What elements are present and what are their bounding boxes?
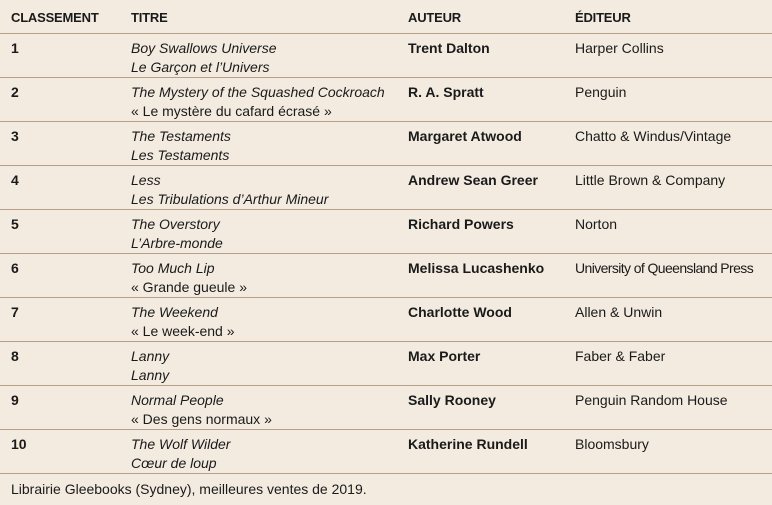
french-title: Cœur de loup — [131, 455, 217, 471]
title-cell — [131, 83, 385, 121]
header-rank: CLASSEMENT — [11, 10, 99, 25]
table-row — [0, 298, 772, 342]
original-title: Normal People — [131, 392, 224, 408]
author-cell: Margaret Atwood — [408, 128, 522, 144]
table-header — [0, 0, 772, 34]
table-body — [0, 34, 772, 474]
author-cell: Sally Rooney — [408, 392, 496, 408]
original-title: The Testaments — [131, 128, 231, 144]
publisher-cell: Penguin — [575, 84, 627, 100]
rank-cell: 7 — [11, 304, 19, 320]
header-title: TITRE — [131, 10, 168, 25]
table-row — [0, 166, 772, 210]
title-cell — [131, 303, 235, 341]
french-title: « Le week-end » — [131, 323, 235, 339]
author-cell: R. A. Spratt — [408, 84, 484, 100]
publisher-cell: Norton — [575, 216, 618, 232]
title-cell — [131, 215, 223, 253]
french-title: Le Garçon et l’Univers — [131, 59, 270, 75]
author-cell: Melissa Lucashenko — [408, 260, 545, 276]
table-row — [0, 254, 772, 298]
rank-cell: 3 — [11, 128, 19, 144]
rank-cell: 5 — [11, 216, 19, 232]
french-title: « Des gens normaux » — [131, 411, 272, 427]
french-title: Les Tribulations d’Arthur Mineur — [131, 191, 329, 207]
header-publisher: ÉDITEUR — [575, 10, 631, 25]
title-cell — [131, 171, 328, 209]
title-cell — [131, 127, 231, 165]
rank-cell: 1 — [11, 40, 19, 56]
french-title: L’Arbre-monde — [131, 235, 223, 251]
original-title: The Mystery of the Squashed Cockroach — [131, 84, 385, 100]
title-cell — [131, 259, 247, 297]
original-title: Lanny — [131, 348, 170, 364]
table-row — [0, 430, 772, 474]
french-title: Les Testaments — [131, 147, 230, 163]
publisher-cell: Faber & Faber — [575, 348, 666, 364]
header-author: AUTEUR — [408, 10, 461, 25]
title-cell — [131, 39, 277, 77]
author-cell: Katherine Rundell — [408, 436, 528, 452]
publisher-cell: University of Queensland Press — [575, 260, 754, 276]
title-cell — [131, 391, 272, 429]
author-cell: Charlotte Wood — [408, 304, 512, 320]
publisher-cell: Bloomsbury — [575, 436, 649, 452]
rank-cell: 8 — [11, 348, 19, 364]
rank-cell: 4 — [11, 172, 19, 188]
table-row — [0, 342, 772, 386]
author-cell: Trent Dalton — [408, 40, 490, 56]
original-title: Too Much Lip — [131, 260, 215, 276]
original-title: The Weekend — [131, 304, 218, 320]
title-cell — [131, 435, 230, 473]
table-row — [0, 78, 772, 122]
source-note: Librairie Gleebooks (Sydney), meilleures ventes de 2019. — [11, 481, 367, 497]
french-title: Lanny — [131, 367, 170, 383]
author-cell: Max Porter — [408, 348, 481, 364]
publisher-cell: Penguin Random House — [575, 392, 728, 408]
table-row — [0, 210, 772, 254]
french-title: « Le mystère du cafard écrasé » — [131, 103, 332, 119]
table-row — [0, 386, 772, 430]
title-cell — [131, 347, 169, 385]
publisher-cell: Allen & Unwin — [575, 304, 663, 320]
original-title: Boy Swallows Universe — [131, 40, 277, 56]
table-row — [0, 122, 772, 166]
table-row — [0, 34, 772, 78]
rank-cell: 9 — [11, 392, 19, 408]
author-cell: Andrew Sean Greer — [408, 172, 538, 188]
author-cell: Richard Powers — [408, 216, 514, 232]
french-title: « Grande gueule » — [131, 279, 247, 295]
publisher-cell: Chatto & Windus/Vintage — [575, 128, 732, 144]
rank-cell: 6 — [11, 260, 19, 276]
original-title: The Overstory — [131, 216, 220, 232]
publisher-cell: Harper Collins — [575, 40, 664, 56]
rank-cell: 10 — [11, 436, 27, 452]
rank-cell: 2 — [11, 84, 19, 100]
original-title: Less — [131, 172, 161, 188]
original-title: The Wolf Wilder — [131, 436, 231, 452]
publisher-cell: Little Brown & Company — [575, 172, 726, 188]
